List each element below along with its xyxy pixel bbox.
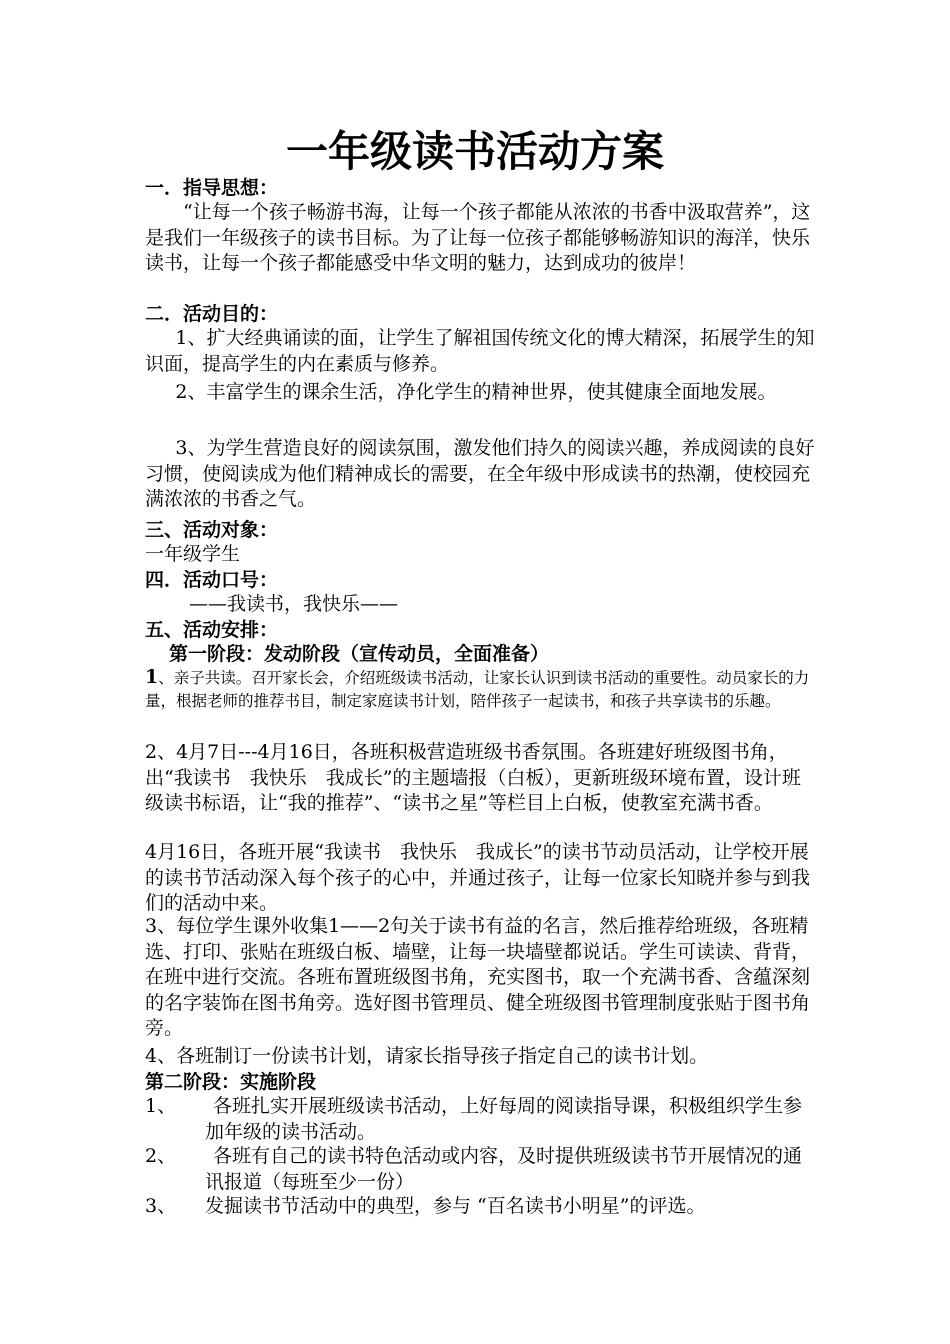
- stage-1-item-2b: 4月16日，各班开展“我读书 我快乐 我成长”的读书节动员活动，让学校开展的读书节活动深入每个孩子的心中，并通过孩子，让每一位家长知晓并参与到我们的活动中来。: [145, 841, 811, 914]
- section-3-body: 一年级学生: [145, 543, 241, 565]
- stage-2-item-1-text: 各班扎实开展班级读书活动，上好每周的阅读指导课，积极组织学生参加年级的读书活动。: [205, 1095, 803, 1143]
- section-2-item-2: 2、丰富学生的课余生活，净化学生的精神世界，使其健康全面地发展。: [175, 381, 777, 403]
- page-title: 一年级读书活动方案: [285, 127, 664, 176]
- section-4-slogan: ——我读书，我快乐——: [189, 593, 399, 615]
- stage-1-item-2: 2、4月7日---4月16日，各班积极营造班级书香氛围。各班建好班级图书角，出“我读书 我快乐 我成长”的主题墙报（白板），更新班级环境布置，设计班级读书标语，让“我的推荐”、“读书之星”等栏目上白板，使教室充满书香。: [145, 741, 801, 814]
- section-3-heading: 三、活动对象：: [145, 519, 279, 541]
- stage-1-item-1-text: 、亲子共读。召开家长会，介绍班级读书活动，让家长认识到读书活动的重要性。动员家长的力量，根据老师的推荐书目，制定家庭读书计划，陪伴孩子一起读书，和孩子共享读书的乐趣。: [145, 669, 810, 710]
- stage-1-item-1: [145, 666, 815, 713]
- stage-1-item-1-number: 1: [145, 666, 159, 688]
- section-2-heading: 二．活动目的：: [145, 303, 279, 325]
- stage-1-item-3: 3、每位学生课外收集1——2句关于读书有益的名言，然后推荐给班级，各班精选、打印、张贴在班级白板、墙壁，让每一块墙壁都说话。学生可读读、背背，在班中进行交流。各班布置班级图书角，充实图书，取一个充满书香、含蕴深刻的名字装饰在图书角旁。选好图书管理员、健全班级图书管理制度张贴于图书角旁。: [145, 915, 811, 1039]
- stage-2-heading: 第二阶段：实施阶段: [145, 1071, 317, 1093]
- section-4-heading: 四．活动口号：: [145, 569, 279, 591]
- section-5-heading: 五、活动安排：: [145, 619, 279, 641]
- stage-2-item-2-number: 2、: [145, 1145, 177, 1167]
- stage-1-heading: 第一阶段：发动阶段（宣传动员，全面准备）: [169, 643, 550, 665]
- stage-1-item-4: 4、各班制订一份读书计划，请家长指导孩子指定自己的读书计划。: [145, 1045, 709, 1067]
- stage-2-item-2-text: 各班有自己的读书特色活动或内容，及时提供班级读书节开展情况的通讯报道（每班至少一份）: [205, 1145, 803, 1193]
- section-1-body: “让每一个孩子畅游书海，让每一个孩子都能从浓浓的书香中汲取营养”，这是我们一年级孩子的读书目标。为了让每一位孩子都能够畅游知识的海洋，快乐读书，让每一个孩子都能感受中华文明的魅力，达到成功的彼岸！: [145, 201, 811, 274]
- stage-2-item-1-number: 1、: [145, 1095, 177, 1117]
- section-2-item-3: 3、为学生营造良好的阅读氛围，激发他们持久的阅读兴趣，养成阅读的良好习惯，使阅读成为他们精神成长的需要，在全年级中形成读书的热潮，使校园充满浓浓的书香之气。: [145, 437, 815, 510]
- stage-2-item-3-text: 发掘读书节活动中的典型，参与 “百名读书小明星”的评选。: [205, 1195, 706, 1217]
- section-2-item-1: 1、扩大经典诵读的面，让学生了解祖国传统文化的博大精深，拓展学生的知识面，提高学生的内在素质与修养。: [145, 327, 815, 375]
- stage-2-item-3-number: 3、: [145, 1195, 177, 1217]
- section-1-heading: 一．指导思想：: [145, 177, 279, 199]
